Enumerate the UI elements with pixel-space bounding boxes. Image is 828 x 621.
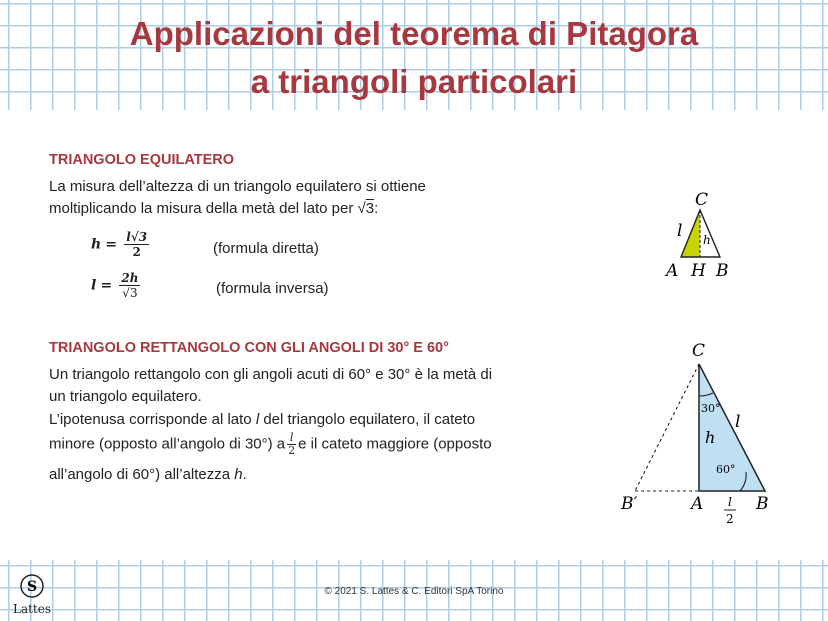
right-label-Bprime: B′	[621, 494, 638, 514]
right-triangle-text-line3	[49, 409, 475, 431]
right-triangle-text-line4-post: e il cateto maggiore (opposto	[298, 435, 492, 453]
formula-inverse-fraction	[119, 271, 140, 300]
right-label-60deg: 60°	[716, 463, 736, 476]
formula-inverse-denominator: √3	[122, 286, 138, 300]
sqrt-argument: 3	[365, 200, 375, 217]
formula-direct-note: (formula diretta)	[213, 240, 319, 257]
formula-direct-numerator: l√3	[126, 230, 148, 244]
page-title-line1: Applicazioni del teorema di Pitagora	[129, 15, 699, 52]
right-triangle-text-line5-post: .	[242, 466, 247, 483]
formula-direct-denominator: 2	[132, 245, 141, 259]
inline-fraction-denominator: 2	[288, 444, 296, 457]
right-label-30deg: 30°	[701, 402, 721, 415]
right-label-B: B	[756, 494, 769, 514]
equilateral-label-C: C	[695, 190, 709, 210]
right-triangle-text-line5-var: h	[234, 466, 243, 483]
right-triangle-text-line1: Un triangolo rettangolo con gli angoli acuti di 60° e 30° è la metà di	[49, 366, 493, 383]
right-label-A: A	[691, 494, 704, 514]
lattes-logo-mark: S	[26, 579, 38, 595]
right-triangle-text-line2: un triangolo equilatero.	[49, 388, 202, 405]
right-triangle-text-line4-pre: minore (opposto all’angolo di 30°) a	[49, 435, 286, 453]
formula-direct-fraction	[124, 230, 149, 259]
page-title-line2: a triangoli particolari	[250, 63, 578, 100]
right-label-C: C	[692, 341, 706, 361]
equilateral-label-h: h	[703, 233, 711, 247]
right-triangle-text-line3-post: del triangolo equilatero, il cateto	[259, 411, 476, 428]
equilateral-label-A: A	[666, 261, 679, 281]
mirror-side-dashed	[635, 364, 699, 491]
formula-inverse-equals: =	[100, 277, 113, 294]
right-triangle-text-line5-pre: all’angolo di 60°) all’altezza	[49, 466, 235, 483]
right-triangle-figure	[615, 336, 775, 532]
right-triangle-text-line3-var: l	[255, 411, 260, 428]
sqrt-symbol: √	[357, 200, 366, 217]
right-label-half-numerator: l	[728, 495, 732, 509]
formula-direct-variable: h	[91, 236, 102, 253]
section-heading-right-triangle: TRIANGOLO RETTANGOLO CON GLI ANGOLI DI 30° E 60°	[49, 340, 449, 356]
inline-fraction-numerator: l	[287, 432, 296, 445]
equilateral-text-line2-end: :	[374, 200, 379, 217]
right-triangle-text-line4	[49, 432, 492, 457]
copyright-footer: © 2021 S. Lattes & C. Editori SpA Torino	[324, 586, 504, 597]
equilateral-triangle-figure	[660, 186, 740, 282]
section-heading-equilateral: TRIANGOLO EQUILATERO	[49, 152, 235, 168]
right-label-half-denominator: 2	[726, 512, 734, 526]
formula-inverse-note: (formula inversa)	[216, 280, 329, 297]
formula-direct	[91, 230, 149, 259]
right-label-l: l	[735, 412, 741, 432]
formula-direct-equals: =	[105, 236, 118, 253]
formula-inverse-variable: l	[91, 277, 97, 294]
equilateral-label-H: H	[691, 261, 706, 281]
right-triangle-text-line3-pre: L’ipotenusa corrisponde al lato	[49, 411, 256, 428]
formula-inverse	[91, 271, 140, 300]
right-triangle-text-line5	[49, 464, 247, 486]
lattes-logo-text: Lattes	[12, 602, 52, 616]
equilateral-label-l: l	[677, 221, 683, 241]
equilateral-label-B: B	[716, 261, 729, 281]
formula-inverse-numerator: 2h	[121, 271, 139, 285]
equilateral-text-line2-main: moltiplicando la misura della metà del lato per	[49, 200, 358, 217]
right-label-h: h	[705, 428, 716, 447]
equilateral-text-line1: La misura dell’altezza di un triangolo equilatero si ottiene	[49, 178, 426, 195]
equilateral-text-line2	[49, 198, 378, 220]
inline-fraction-half	[287, 432, 296, 457]
